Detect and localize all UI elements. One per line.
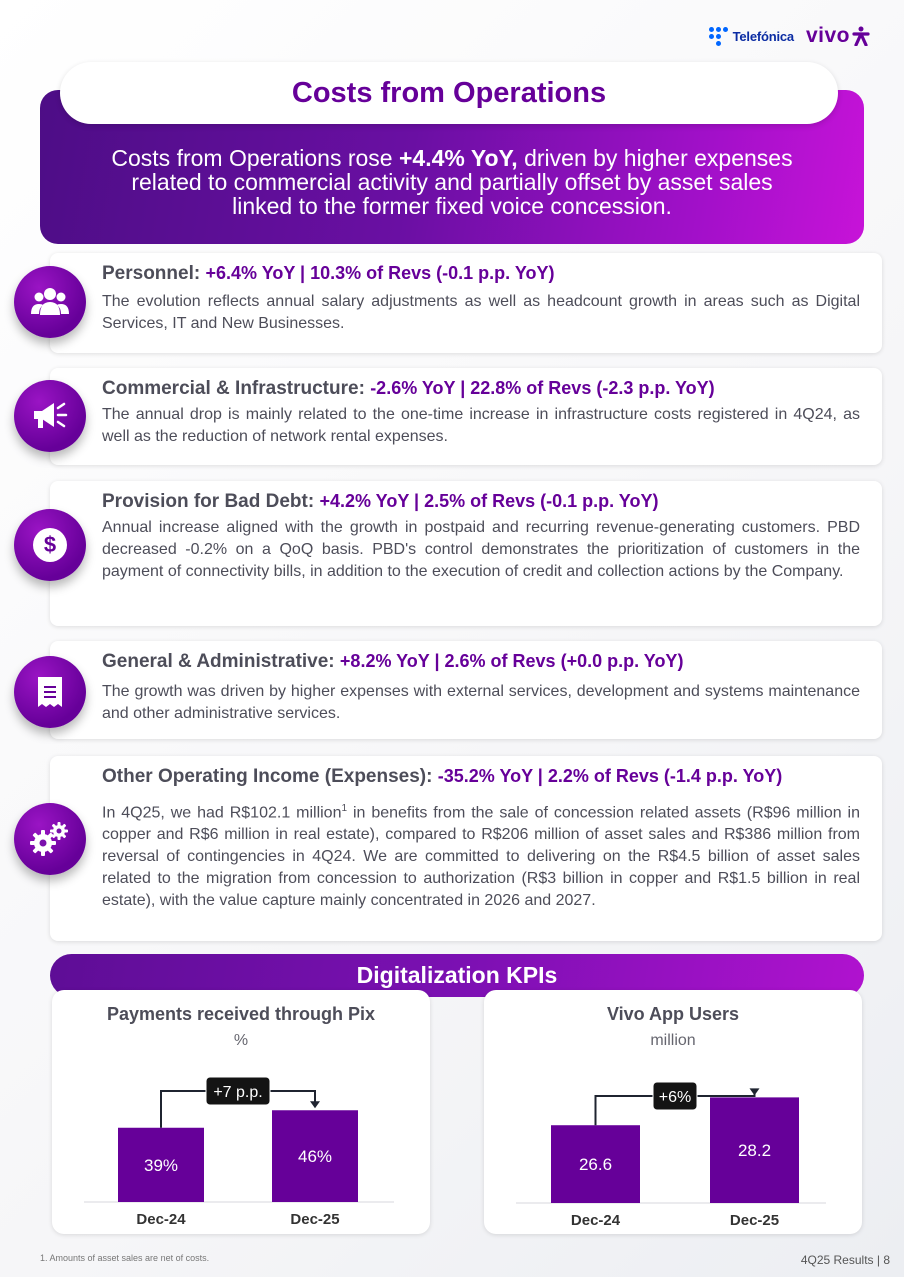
change-label: +7 p.p. [213, 1084, 263, 1101]
section-body: Annual increase aligned with the growth in postpaid and recurring revenue-generating customers. PBD decreased -0.2% on a QoQ basis. PBD's control demonstrates the prioritization of customers in the payment of connectivity bills, in addition to the execution of credit and collection actions by the Company. [102, 519, 860, 580]
section-title: General & Administrative: +8.2% YoY | 2.6% of Revs (+0.0 p.p. YoY) [102, 651, 684, 672]
section-personnel [50, 253, 882, 353]
page-title-pill [60, 62, 838, 124]
section-body: In 4Q25, we had R$102.1 million$^1$ in benefits from the sale of concession related assets (R$96 million in copper and R$6 million in real estate), compared to R$206 million of asset sales and R$386 million from reversal of contingencies in 4Q24. We are committed to delivering on the R$4.5 billion of asset sales related to the migration from concession to authorization (R$3 billion in copper and R$1.5 billion in real estate), with the value capture mainly concentrated in 2026 and 2027. [102, 803, 861, 910]
people-icon [14, 266, 86, 338]
page-number: 4Q25 Results | 8 [800, 1253, 890, 1267]
chart-title: Vivo App Users [606, 1004, 740, 1024]
chart-unit: % [233, 1032, 249, 1049]
change-arrow-icon [310, 1101, 320, 1108]
vivo-logo [806, 24, 870, 48]
app-users-chart-panel [484, 990, 862, 1234]
section-title: Commercial & Infrastructure: -2.6% YoY | 22.8% of Revs (-2.3 p.p. YoY) [102, 378, 715, 399]
change-label: +6% [658, 1089, 692, 1106]
svg-text:$: $ [43, 532, 57, 557]
vivo-wordmark: vivo [805, 24, 850, 47]
section-general-administrative [50, 641, 882, 739]
footnote: 1. Amounts of asset sales are net of costs. [40, 1253, 210, 1263]
bar-value-label: 26.6 [578, 1155, 613, 1175]
change-arrow-icon [750, 1088, 760, 1095]
telefonica-wordmark: Telefónica [732, 28, 794, 44]
receipt-icon [14, 656, 86, 728]
section-body: The annual drop is mainly related to the one-time increase in infrastructure costs registered in 4Q24, as well as the reduction of network rental expenses. [102, 406, 860, 445]
bar-value-label: 39% [143, 1155, 179, 1175]
bar-chart [484, 990, 862, 1234]
section-title: Provision for Bad Debt: +4.2% YoY | 2.5% of Revs (-0.1 p.p. YoY) [102, 491, 659, 512]
telefonica-dots-icon [709, 27, 728, 46]
page-title: Costs from Operations [291, 76, 607, 109]
chart-title: Payments received through Pix [106, 1004, 376, 1024]
gears-icon [14, 803, 86, 875]
section-commercial-infrastructure [50, 368, 882, 465]
vivo-star-icon [852, 26, 870, 46]
bar-value-label: 46% [297, 1147, 333, 1167]
section-body: The growth was driven by higher expenses with external services, development and systems maintenance and other administrative services. [102, 683, 860, 722]
megaphone-icon [14, 380, 86, 452]
section-bad-debt [50, 481, 882, 626]
dollar-icon [14, 509, 86, 581]
footnote-marker: 1 [341, 803, 348, 814]
summary-text: Costs from Operations rose +4.4% YoY, driven by higher expenses related to commercial activity and partially offset by asset sales linked to the former fixed voice concession. [111, 145, 793, 219]
section-title: Other Operating Income (Expenses): -35.2% YoY | 2.2% of Revs (-1.4 p.p. YoY) [102, 766, 783, 787]
category-label: Dec-25 [729, 1212, 780, 1229]
category-label: Dec-24 [136, 1211, 186, 1228]
brand-logos [709, 24, 870, 48]
chart-unit: million [650, 1032, 696, 1049]
section-body: The evolution reflects annual salary adjustments as well as headcount growth in areas such as Digital Services, IT and New Businesses. [102, 293, 860, 332]
telefonica-logo [709, 27, 794, 46]
bar-chart [52, 990, 430, 1234]
section-other-operating [50, 756, 882, 941]
category-label: Dec-25 [290, 1211, 340, 1228]
section-title: Personnel: +6.4% YoY | 10.3% of Revs (-0.1 p.p. YoY) [102, 263, 555, 284]
pix-chart-panel [52, 990, 430, 1234]
category-label: Dec-24 [570, 1212, 621, 1229]
bar-value-label: 28.2 [737, 1141, 772, 1161]
digitalization-title: Digitalization KPIs [356, 962, 558, 988]
